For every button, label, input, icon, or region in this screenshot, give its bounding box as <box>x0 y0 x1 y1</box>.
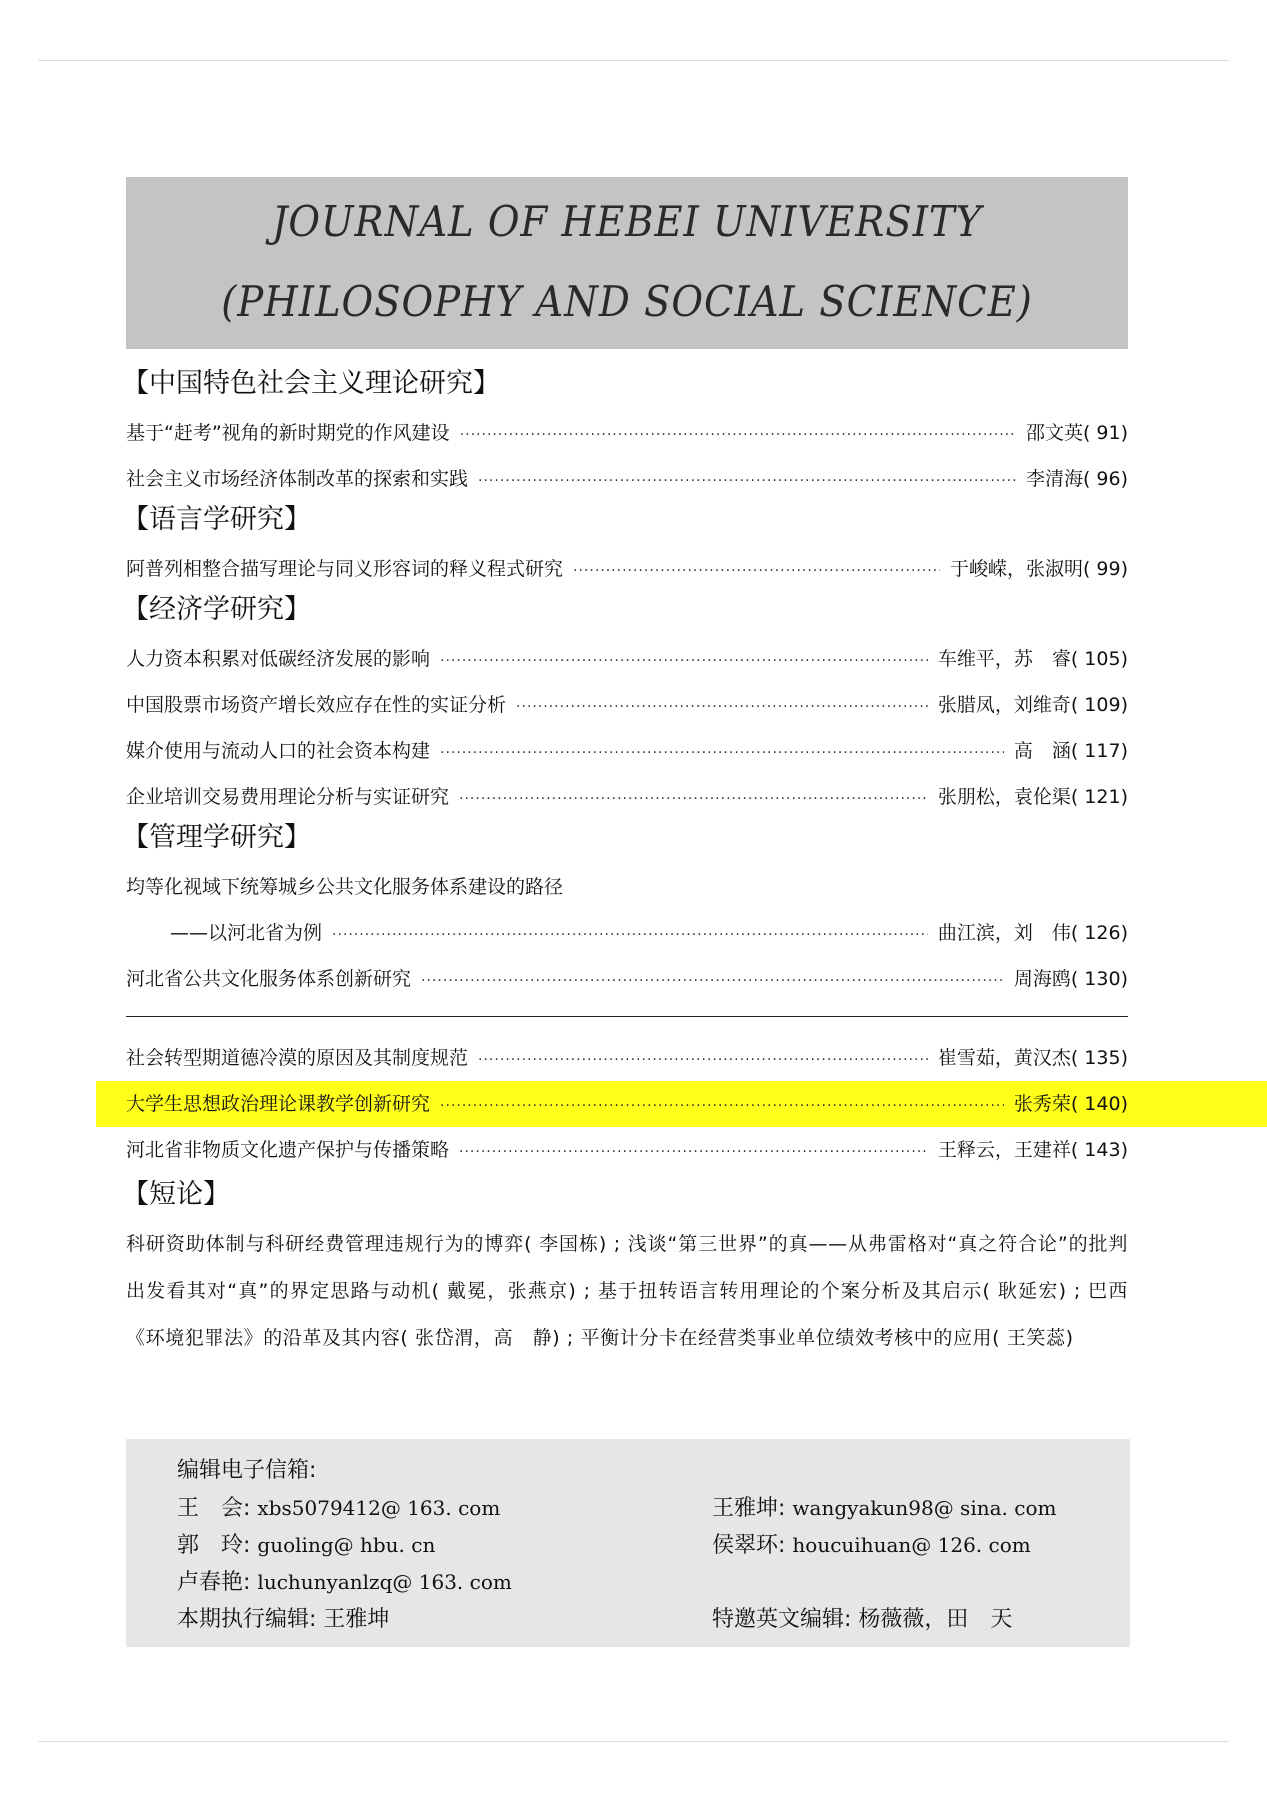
editor-contact <box>712 1528 1031 1559</box>
editor-email[interactable]: wangyakun98@ sina. com <box>792 1496 1057 1520</box>
toc-entry[interactable] <box>126 728 1128 774</box>
editor-email[interactable]: luchunyanlzq@ 163. com <box>257 1570 512 1594</box>
editor-name: 王 会: <box>177 1496 251 1521</box>
editor-contact-box <box>126 1439 1130 1647</box>
article-author-page: 李清海( 96) <box>1025 468 1128 490</box>
leader-dots <box>459 1129 928 1175</box>
leader-dots <box>478 1037 928 1083</box>
editor-name: 侯翠环: <box>712 1533 786 1558</box>
english-editors: 特邀英文编辑: 杨薇薇，田 天 <box>712 1607 1013 1632</box>
article-title: 社会转型期道德冷漠的原因及其制度规范 <box>126 1047 469 1069</box>
article-author-page: 邵文英( 91) <box>1025 422 1128 444</box>
toc-entry[interactable] <box>126 546 1128 592</box>
toc-entry[interactable] <box>126 410 1128 456</box>
toc-entry[interactable] <box>126 864 1128 910</box>
toc-entry[interactable] <box>126 682 1128 728</box>
toc-entry[interactable] <box>126 1127 1128 1173</box>
article-author-page: 于峻嵘，张淑明( 99) <box>949 558 1128 580</box>
contact-heading: 编辑电子信箱: <box>177 1458 317 1483</box>
editor-name: 卢春艳: <box>177 1570 251 1595</box>
article-author-page: 张腊凤，刘维奇( 109) <box>937 694 1128 716</box>
leader-dots <box>332 912 928 958</box>
article-author-page: 崔雪茹，黄汉杰( 135) <box>937 1047 1128 1069</box>
article-author-page: 张朋松，袁伦渠( 121) <box>937 786 1128 808</box>
article-title: 企业培训交易费用理论分析与实证研究 <box>126 786 450 808</box>
editor-email[interactable]: xbs5079412@ 163. com <box>257 1496 501 1520</box>
article-title: 大学生思想政治理论课教学创新研究 <box>126 1093 431 1115</box>
leader-dots <box>440 638 928 684</box>
toc-entry[interactable] <box>126 456 1128 502</box>
article-author-page: 王释云，王建祥( 143) <box>937 1139 1128 1161</box>
table-of-contents <box>122 366 1128 1362</box>
editor-email[interactable]: guoling@ hbu. cn <box>257 1533 436 1557</box>
article-author-page: 高 涵( 117) <box>1013 740 1128 762</box>
top-rule <box>38 60 1229 61</box>
article-author-page: 曲江滨，刘 伟( 126) <box>937 922 1128 944</box>
toc-entry-subtitle[interactable] <box>126 910 1128 956</box>
leader-dots <box>478 458 1016 504</box>
leader-dots <box>573 548 940 594</box>
leader-dots <box>421 958 1004 1004</box>
article-author-page: 车维平，苏 睿( 105) <box>937 648 1128 670</box>
article-title: 基于“赶考”视角的新时期党的作风建设 <box>126 422 450 444</box>
article-title: 社会主义市场经济体制改革的探索和实践 <box>126 468 469 490</box>
article-title: 河北省非物质文化遗产保护与传播策略 <box>126 1139 450 1161</box>
short-essays-list: 科研资助体制与科研经费管理违规行为的博弈( 李国栋) ; 浅谈“第三世界”的真——从弗雷格对“真之符合论”的批判出发看其对“真”的界定思路与动机( 戴冕，张燕京) ; 基于扭转语言转用理论的个案分析及其启示( 耿延宏) ; 巴西《环境犯罪法》的沿革及其内容( 张岱渭，高 静) ; 平衡计分卡在经营类事业单位绩效考核中的应用( 王笑蕊) <box>126 1233 1128 1349</box>
bottom-rule <box>38 1741 1229 1742</box>
article-title: 河北省公共文化服务体系创新研究 <box>126 968 412 990</box>
toc-entry[interactable] <box>126 1035 1128 1081</box>
section-heading: 【管理学研究】 <box>122 822 311 853</box>
leader-dots <box>516 684 928 730</box>
article-title: 人力资本积累对低碳经济发展的影响 <box>126 648 431 670</box>
toc-entry[interactable] <box>126 774 1128 820</box>
section-heading-short-essays: 【短论】 <box>122 1179 230 1210</box>
banner-title-line2: (PHILOSOPHY AND SOCIAL SCIENCE) <box>221 277 1033 326</box>
article-author-page: 张秀荣( 140) <box>1013 1093 1128 1115</box>
article-subtitle: ——以河北省为例 <box>170 922 323 944</box>
editor-contact <box>177 1528 435 1559</box>
article-title: 中国股票市场资产增长效应存在性的实证分析 <box>126 694 507 716</box>
article-title: 均等化视域下统筹城乡公共文化服务体系建设的路径 <box>126 876 564 898</box>
editor-contact <box>712 1491 1056 1522</box>
toc-entry-highlighted[interactable] <box>126 1081 1128 1127</box>
editor-contact <box>177 1491 500 1522</box>
banner-title-line1: JOURNAL OF HEBEI UNIVERSITY <box>271 197 983 246</box>
journal-banner <box>126 177 1128 349</box>
leader-dots <box>459 776 928 822</box>
article-title: 媒介使用与流动人口的社会资本构建 <box>126 740 431 762</box>
section-heading: 【语言学研究】 <box>122 504 311 535</box>
article-author-page: 周海鸥( 130) <box>1013 968 1128 990</box>
editor-name: 王雅坤: <box>712 1496 786 1521</box>
section-divider <box>126 1016 1128 1017</box>
leader-dots <box>440 1083 1004 1129</box>
leader-dots <box>460 412 1016 458</box>
toc-entry[interactable] <box>126 636 1128 682</box>
executive-editor: 本期执行编辑: 王雅坤 <box>177 1607 390 1632</box>
editor-email[interactable]: houcuihuan@ 126. com <box>792 1533 1031 1557</box>
leader-dots <box>440 730 1004 776</box>
section-heading: 【经济学研究】 <box>122 594 311 625</box>
editor-contact <box>177 1565 512 1596</box>
toc-entry[interactable] <box>126 956 1128 1002</box>
article-title: 阿普列相整合描写理论与同义形容词的释义程式研究 <box>126 558 564 580</box>
editor-name: 郭 玲: <box>177 1533 251 1558</box>
section-heading: 【中国特色社会主义理论研究】 <box>122 368 500 399</box>
